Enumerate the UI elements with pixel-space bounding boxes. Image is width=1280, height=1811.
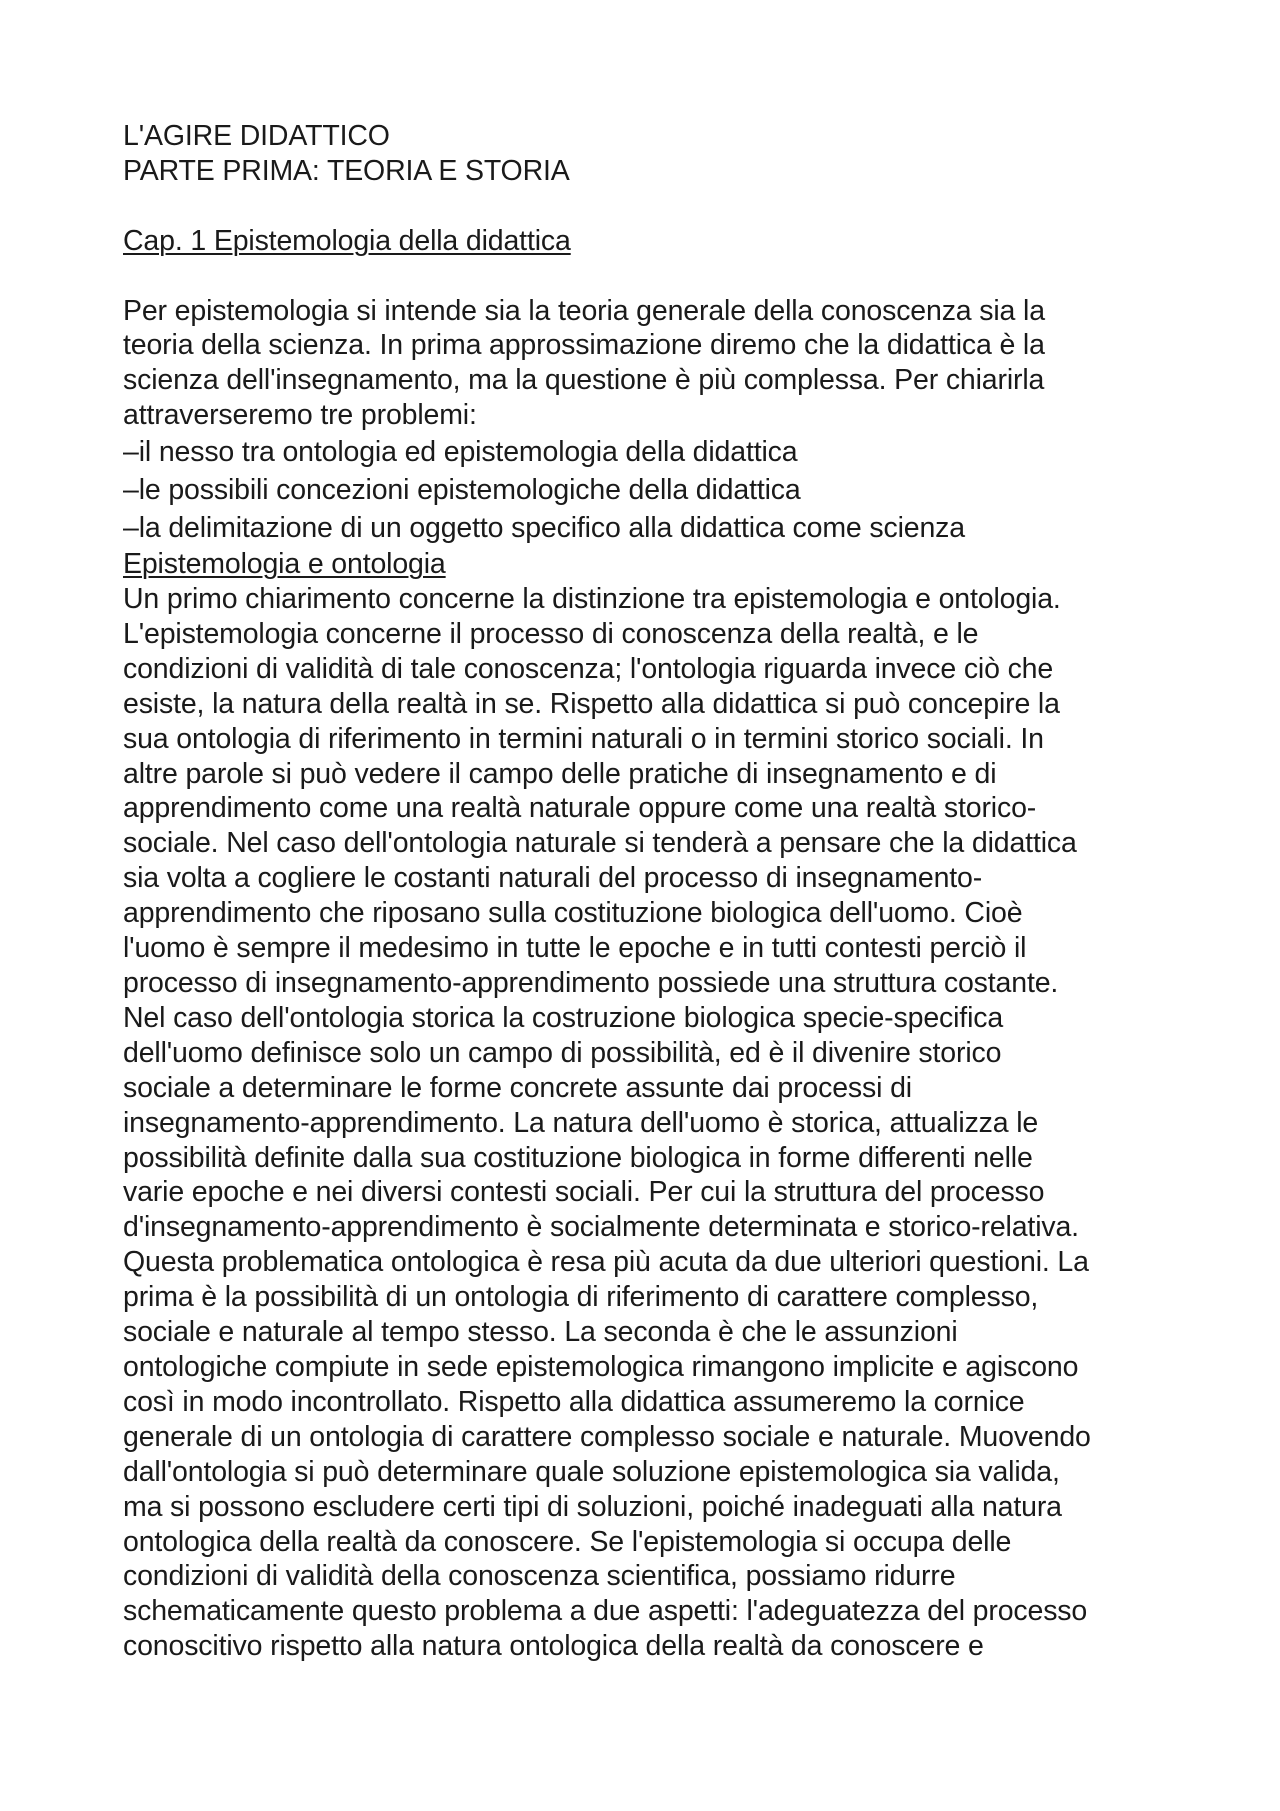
body-line: altre parole si può vedere il campo delle pratiche di insegnamento e di: [123, 757, 997, 790]
spacer: [123, 259, 1183, 294]
body-line: ontologica della realtà da conoscere. Se l'epistemologia si occupa delle: [123, 1525, 1012, 1558]
body-line: generale di un ontologia di carattere complesso sociale e naturale. Muovendo: [123, 1420, 1091, 1453]
body-line: processo di insegnamento-apprendimento possiede una struttura costante.: [123, 967, 1059, 999]
body-line: apprendimento che riposano sulla costituzione biologica dell'uomo. Cioè: [123, 897, 1023, 930]
body-line: L'epistemologia concerne il processo di conoscenza della realtà, e le: [123, 617, 979, 650]
document-title: L'AGIRE DIDATTICO: [123, 120, 390, 152]
intro-line: attraverseremo tre problemi:: [123, 399, 477, 432]
body-line: esiste, la natura della realtà in se. Rispetto alla didattica si può concepire la: [123, 687, 1060, 720]
body-line: insegnamento-apprendimento. La natura dell'uomo è storica, attualizza le: [123, 1106, 1039, 1139]
body-line: Un primo chiarimento concerne la distinzione tra epistemologia e ontologia.: [123, 583, 1061, 616]
body-line: ontologiche compiute in sede epistemologica rimangono implicite e agiscono: [123, 1350, 1079, 1383]
body-line: schematicamente questo problema a due aspetti: l'adeguatezza del processo: [123, 1595, 1088, 1628]
section-heading: Epistemologia e ontologia: [123, 548, 446, 581]
body-line: sociale a determinare le forme concrete assunte dai processi di: [123, 1071, 912, 1104]
body-paragraph: [123, 582, 1183, 1664]
list-item: –il nesso tra ontologia ed epistemologia della didattica: [123, 436, 798, 469]
body-line: apprendimento come una realtà naturale oppure come una realtà storico-: [123, 792, 1037, 825]
body-line: sociale e naturale al tempo stesso. La seconda è che le assunzioni: [123, 1316, 958, 1349]
list-item: –le possibili concezioni epistemologiche della didattica: [123, 474, 801, 507]
chapter-heading: Cap. 1 Epistemologia della didattica: [123, 224, 571, 257]
body-line: condizioni di validità della conoscenza scientifica, possiamo ridurre: [123, 1560, 956, 1593]
body-line: d'insegnamento-apprendimento è socialmente determinata e storico-relativa.: [123, 1211, 1079, 1244]
body-line: sua ontologia di riferimento in termini naturali o in termini storico sociali. In: [123, 722, 1044, 755]
body-line: ma si possono escludere certi tipi di soluzioni, poiché inadeguati alla natura: [123, 1490, 1062, 1523]
body-line: così in modo incontrollato. Rispetto alla didattica assumeremo la cornice: [123, 1385, 1025, 1418]
body-line: dell'uomo definisce solo un campo di possibilità, ed è il divenire storico: [123, 1036, 1002, 1069]
intro-line: teoria della scienza. In prima approssimazione diremo che la didattica è la: [123, 329, 1045, 362]
body-line: l'uomo è sempre il medesimo in tutte le epoche e in tutti contesti perciò il: [123, 932, 1027, 965]
body-line: sociale. Nel caso dell'ontologia naturale si tenderà a pensare che la didattica: [123, 827, 1077, 860]
body-line: prima è la possibilità di un ontologia di riferimento di carattere complesso,: [123, 1281, 1039, 1314]
body-line: possibilità definite dalla sua costituzione biologica in forme differenti nelle: [123, 1141, 1033, 1174]
document-page: [123, 119, 1183, 1664]
part-title: PARTE PRIMA: TEORIA E STORIA: [123, 154, 570, 187]
body-line: sia volta a cogliere le costanti naturali del processo di insegnamento-: [123, 862, 983, 895]
body-line: conoscitivo rispetto alla natura ontologica della realtà da conoscere e: [123, 1630, 984, 1663]
body-line: condizioni di validità di tale conoscenza; l'ontologia riguarda invece ciò che: [123, 652, 1054, 685]
spacer: [123, 189, 1183, 224]
body-line: Nel caso dell'ontologia storica la costruzione biologica specie-specifica: [123, 1001, 1004, 1034]
intro-line: scienza dell'insegnamento, ma la questione è più complessa. Per chiarirla: [123, 364, 1045, 397]
body-line: dall'ontologia si può determinare quale soluzione epistemologica sia valida,: [123, 1455, 1060, 1488]
problem-list: [123, 433, 1183, 547]
body-line: varie epoche e nei diversi contesti sociali. Per cui la struttura del processo: [123, 1176, 1045, 1209]
list-item: –la delimitazione di un oggetto specifico alla didattica come scienza: [123, 512, 965, 545]
intro-line: Per epistemologia si intende sia la teoria generale della conoscenza sia la: [123, 294, 1045, 327]
intro-paragraph: [123, 294, 1183, 434]
body-line: Questa problematica ontologica è resa più acuta da due ulteriori questioni. La: [123, 1246, 1089, 1279]
